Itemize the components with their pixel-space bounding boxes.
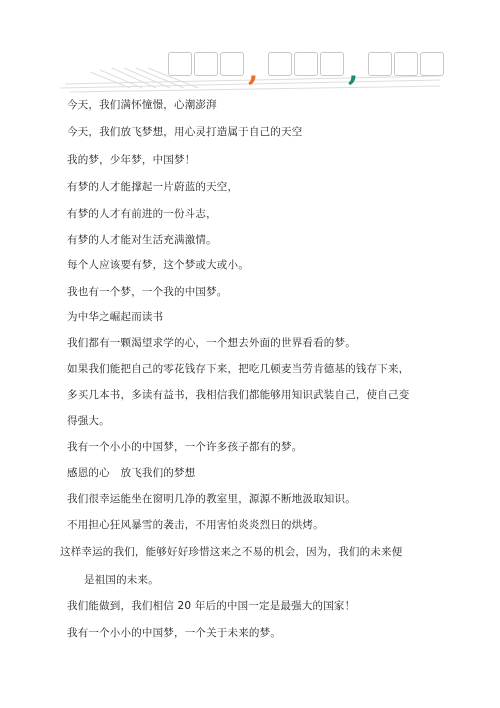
text-line: 多买几本书，多读有益书，我相信我们都能够用知识武装自己，使自己变 — [67, 389, 410, 401]
title-char-box — [394, 52, 418, 76]
title-char-box — [368, 52, 392, 76]
title-char-box — [168, 52, 192, 76]
title-char-box — [420, 52, 444, 76]
text-line: 我有一个小小的中国梦，一个关于未来的梦。 — [67, 627, 281, 639]
title-char-box — [194, 52, 218, 76]
title-char-box — [294, 52, 318, 76]
title-char-box — [320, 52, 344, 76]
title-placeholder-boxes — [168, 46, 488, 86]
text-line: 如果我们能把自己的零花钱存下来，把吃几顿麦当劳肯德基的钱存下来， — [67, 363, 410, 375]
teal-comma-mark: , — [348, 53, 359, 88]
text-line: 每个人应该要有梦，这个梦或大或小。 — [67, 259, 249, 271]
text-line: 我的梦，少年梦，中国梦！ — [67, 154, 196, 166]
text-line: 有梦的人才能撑起一片蔚蓝的天空， — [67, 181, 239, 193]
text-line: 我也有一个梦，一个我的中国梦。 — [67, 286, 228, 298]
text-line: 今天，我们满怀憧憬，心潮澎湃 — [67, 99, 217, 111]
decorative-header-banner — [60, 40, 440, 96]
text-line: 有梦的人才能对生活充满激情。 — [67, 234, 217, 246]
text-line: 这样幸运的我们，能够好好珍惜这来之不易的机会，因为，我们的未来便 — [60, 546, 403, 558]
section-heading: 感恩的心 放飞我们的梦想 — [67, 467, 196, 479]
text-line: 今天，我们放飞梦想，用心灵打造属于自己的天空 — [67, 126, 303, 138]
text-line: 有梦的人才有前进的一份斗志， — [67, 208, 217, 220]
text-line: 我们都有一颗渴望求学的心，一个想去外面的世界看看的梦。 — [67, 337, 356, 349]
text-line: 是祖国的未来。 — [84, 574, 159, 586]
text-line: 不用担心狂风暴雪的袭击，不用害怕炎炎烈日的烘烤。 — [67, 519, 324, 531]
orange-comma-mark: , — [248, 53, 259, 88]
text-line: 我们很幸运能坐在窗明几净的教室里，源源不断地汲取知识。 — [67, 493, 356, 505]
section-heading: 为中华之崛起而读书 — [67, 311, 164, 323]
text-line: 我有一个小小的中国梦，一个许多孩子都有的梦。 — [67, 441, 303, 453]
title-char-box — [268, 52, 292, 76]
text-line: 得强大。 — [67, 415, 110, 427]
title-char-box — [220, 52, 244, 76]
text-line: 我们能做到，我们相信 20 年后的中国一定是最强大的国家！ — [67, 600, 356, 612]
